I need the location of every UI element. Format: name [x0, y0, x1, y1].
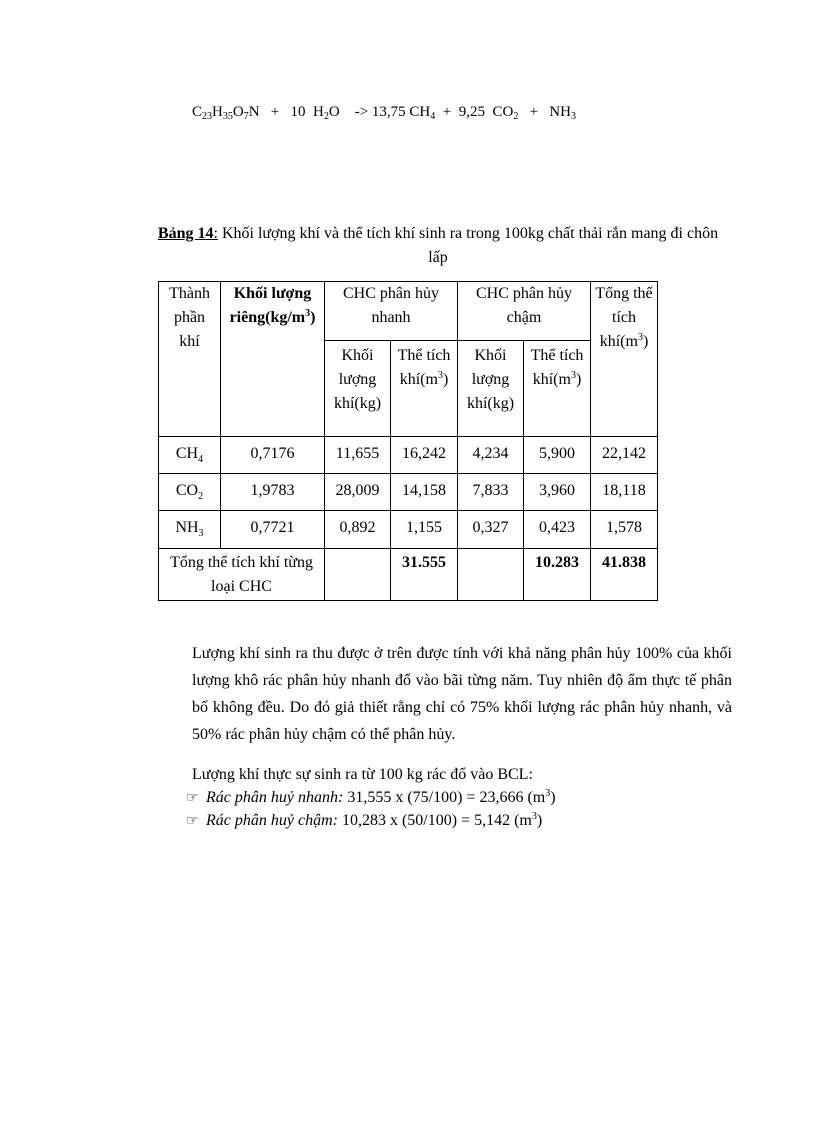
slow-mass-value: 7,833 [458, 474, 524, 511]
table-caption: Bảng 14: Khối lượng khí và thể tích khí sinh ra trong 100kg chất thải rắn mang đi chôn lấp [157, 225, 719, 266]
total-slow-empty [458, 549, 524, 601]
gas-name: $CH_4$ [159, 437, 221, 474]
total-volume-value: 1,578 [591, 511, 658, 549]
paragraph-actual-gas: Lượng khí thực sự sinh ra từ 100 kg rác đổ vào BCL: [192, 766, 533, 783]
hand-pointer-icon: ☞ [186, 813, 199, 829]
table-row [159, 511, 658, 549]
fast-volume-value: 14,158 [391, 474, 458, 511]
grand-total-volume: 41.838 [591, 549, 658, 601]
slow-volume-value: 0,423 [524, 511, 591, 549]
total-fast-volume: 31.555 [391, 549, 458, 601]
slow-mass-value: 0,327 [458, 511, 524, 549]
gas-volume-table [158, 281, 658, 601]
slow-mass-value: 4,234 [458, 437, 524, 474]
bullet-fast: ☞ Rác phân huỷ nhanh: 31,555 x (75/100) = 23,666 $(m^3)$ [186, 787, 556, 809]
gas-name: $NH_3$ [159, 511, 221, 549]
table-row [159, 437, 658, 474]
total-row-label: Tổng thể tích khí từng loại CHC [159, 549, 325, 601]
density-value: 1,9783 [221, 474, 325, 511]
total-slow-volume: 10.283 [524, 549, 591, 601]
header-density: Khối lượng $riêng(kg/m^3)$ [221, 282, 325, 437]
gas-name: $CO_2$ [159, 474, 221, 511]
paragraph-assumption: Lượng khí sinh ra thu được ở trên được tính với khả năng phân hủy 100% của khối lượng khô rác phân hủy nhanh đổ vào bãi từng năm. Tuy nhiên độ ẩm thực tế phân bố không đều. Do đó giả thiết rằng chỉ có 75% khối lượng rác phân hủy nhanh, và 50% rác phân hủy chậm có thể phân hủy. [192, 645, 732, 743]
header-component: Thành phần khí [159, 282, 221, 437]
header-slow-volume: Thể tích $khí(m^3)$ [524, 341, 591, 437]
header-fast-mass: Khối lượng khí(kg) [325, 341, 391, 437]
total-volume-value: 22,142 [591, 437, 658, 474]
header-slow-decomposition: CHC phân hủy chậm [458, 282, 591, 341]
total-fast-empty [325, 549, 391, 601]
fast-mass-value: 0,892 [325, 511, 391, 549]
table-row [159, 474, 658, 511]
fast-volume-value: 16,242 [391, 437, 458, 474]
header-fast-volume: Thể tích $khí(m^3)$ [391, 341, 458, 437]
caption-label: Bảng 14 [157, 225, 214, 242]
reaction-equation: $C_{23}H_{35}O_7N$ + 10 $H_2O$ -> 13,75 $CH_4 + 9,25$ $CO_2$ + $NH_3$ [192, 104, 576, 122]
slow-volume-value: 3,960 [524, 474, 591, 511]
slow-volume-value: 5,900 [524, 437, 591, 474]
total-volume-value: 18,118 [591, 474, 658, 511]
fast-mass-value: 28,009 [325, 474, 391, 511]
density-value: 0,7176 [221, 437, 325, 474]
fast-volume-value: 1,155 [391, 511, 458, 549]
hand-pointer-icon: ☞ [186, 790, 199, 806]
header-total-volume: Tổng thể tích $khí(m^3)$ [591, 282, 658, 437]
caption-text: Khối lượng khí và thể tích khí sinh ra trong 100kg chất thải rắn mang đi chôn lấp [217, 225, 719, 266]
fast-mass-value: 11,655 [325, 437, 391, 474]
total-row [159, 549, 658, 601]
header-slow-mass: Khối lượng khí(kg) [458, 341, 524, 437]
density-value: 0,7721 [221, 511, 325, 549]
bullet-slow: ☞ Rác phân huỷ chậm: 10,283 x (50/100) = 5,142 $(m^3)$ [186, 810, 542, 832]
header-fast-decomposition: CHC phân hủy nhanh [325, 282, 458, 341]
